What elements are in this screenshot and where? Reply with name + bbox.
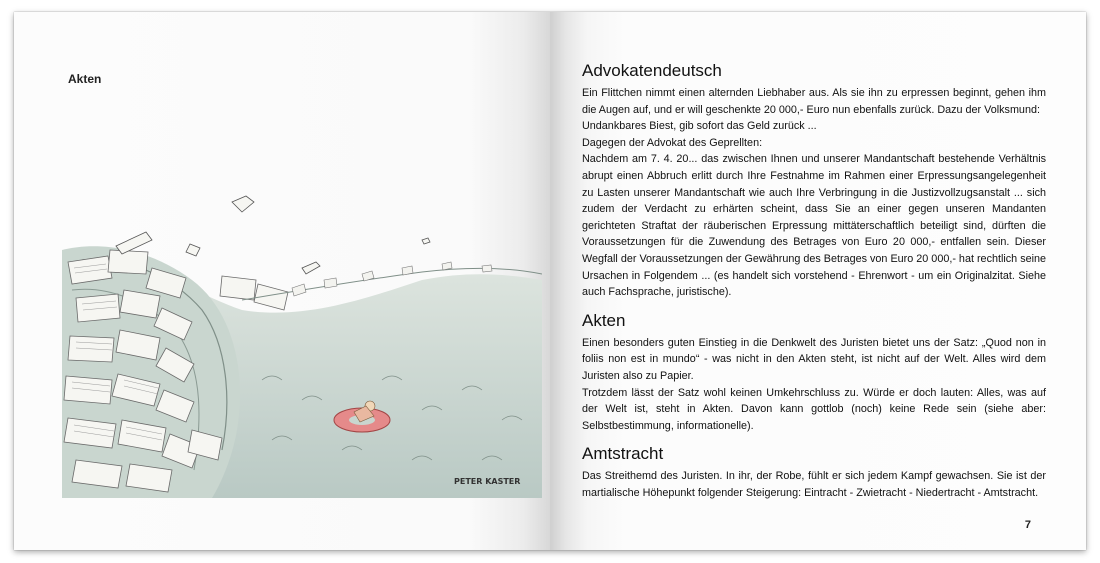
entry-paragraph: Nachdem am 7. 4. 20... das zwischen Ihnen und unserer Mandantschaft bestehende Verhältnis abrupt einen Abbruch erlitt durch Ihre Festnahme im Rahmen einer Erpressungsangelegenheit zu Lasten unserer Mandantschaft wie auch Ihre Verbringung in die Justizvollzugsanstalt ... sich zudem der Verdacht zu erhärten scheint, dass Sie an einer gegen unseren Mandanten gerichteten Straftat der räuberischen Erpressung mittäterschaftlich beteiligt sind, dürften die Voraussetzungen für die Zuwendung des Betrages von Euro 20 000,- entfallen sein. Dieser Wegfall der Voraussetzungen der Gewährung des Betrages von Euro 20 000,- hat rechtlich seine Ursachen in Folgendem ... (es handelt sich vorstehend - Ehrenwort - um ein Originalzitat. Siehe auch Fachsprache, juristische). bbox=[582, 153, 1046, 299]
paper-wave-illustration bbox=[62, 180, 542, 498]
entry-title: Amtstracht bbox=[582, 444, 664, 464]
entry-title: Akten bbox=[582, 310, 626, 330]
entry-paragraph: Undankbares Biest, gib sofort das Geld zurück ... bbox=[582, 120, 817, 133]
entry-advokatendeutsch bbox=[582, 61, 1046, 301]
illustration-signature: PETER KASTER bbox=[454, 477, 521, 486]
section-label: Akten bbox=[68, 72, 102, 86]
right-page bbox=[550, 12, 1086, 550]
entry-paragraph: Ein Flittchen nimmt einen alternden Liebhaber aus. Als sie ihn zu erpressen beginnt, gehen ihm die Augen auf, und er will geschenkte 20 000,- Euro nun ebenfalls zurück. Dazu der Volksmund: bbox=[582, 87, 1046, 116]
left-page bbox=[14, 12, 550, 550]
entry-paragraph: Das Streithemd des Juristen. In ihr, der Robe, fühlt er sich jedem Kampf gewachsen. Sie ist der martialische Höhepunkt folgender Steigerung: Eintracht - Zwietracht - Niedertracht - Amtstracht. bbox=[582, 470, 1046, 499]
entry-paragraph: Dagegen der Advokat des Geprellten: bbox=[582, 136, 763, 149]
entry-paragraph: Einen besonders guten Einstieg in die Denkwelt des Juristen bietet uns der Satz: „Quod non in foliis non est in mundo“ - was nicht in den Akten steht, ist nicht auf der Welt. Alles wird dem Juristen also zu Papier. bbox=[582, 336, 1046, 382]
glossary-content bbox=[582, 61, 1046, 511]
entry-akten bbox=[582, 311, 1046, 435]
page-number: 7 bbox=[1024, 519, 1031, 531]
entry-amtstracht bbox=[582, 444, 1046, 501]
entry-paragraph: Trotzdem lässt der Satz wohl keinen Umkehrschluss zu. Würde er doch lauten: Alles, was auf der Welt ist, steht in Akten. Davon kann gottlob (noch) keine Rede sein (siehe aber: Selbstbestimmung, informationelle). bbox=[582, 386, 1046, 432]
entry-title: Advokatendeutsch bbox=[582, 61, 722, 80]
book-spread bbox=[14, 12, 1086, 550]
